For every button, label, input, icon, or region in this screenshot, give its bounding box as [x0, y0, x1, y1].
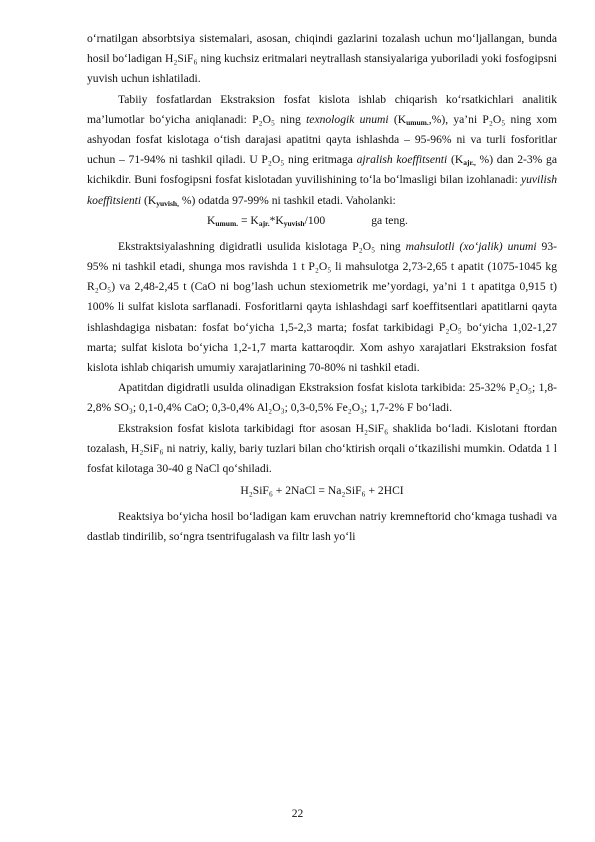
- text-run: %) dan 2-3% ga kichikdir. Buni fosfogipsni fosfat kislotadan yuvilishining to‘la bo‘lmasligi bilan izohlanadi:: [87, 153, 557, 187]
- paragraph-3: [87, 237, 557, 378]
- formula-unit: ga teng.: [371, 213, 408, 227]
- formula-div: /100: [304, 213, 326, 227]
- paragraph-2: [87, 90, 557, 211]
- term-yuvilish-koeffitsienti: yuvilish koeffitsienti: [87, 173, 557, 207]
- subscript-ajr: ajr.,: [463, 158, 476, 168]
- paragraph-4: Apatitdan digidratli usulda olinadigan Ekstraksion fosfat kislota tarkibida: 25-32% P₂O₅; 1,8-2,8% SO₃; 0,1-0,4% CaO; 0,3-0,4% Al₂O₃; 0,3-0,5% Fe₂O₃; 1,7-2% F bo‘ladi.: [87, 381, 557, 415]
- formula-mult: *K: [269, 213, 284, 227]
- paragraph-1: o‘rnatilgan absorbtsiya sistemalari, asosan, chiqindi gazlarini tozalash uchun mo‘ljallangan, bunda hosil bo‘ladigan H₂SiF₆ ning kuchsiz eritmalari neytrallash stansiyalariga yuboriladi yoki fosfogipsni yuvish uchun ishlatiladi.: [87, 32, 557, 86]
- formula-k: K: [207, 213, 216, 227]
- page-number: 22: [291, 807, 304, 820]
- formula-eq: = K: [238, 213, 259, 227]
- text-run: (K: [447, 153, 464, 167]
- formula-sub-ajr: ajr.: [258, 218, 270, 228]
- text-run: (K: [388, 112, 407, 126]
- text-run: Ekstraktsiyalashning digidratli usulida kislotaga P₂O₅ ning: [118, 239, 406, 253]
- formula-reaction: H₂SiF₆ + 2NaCl = Na₂SiF₆ + 2HCI: [240, 484, 404, 498]
- subscript-yuvish: yuvish,: [156, 198, 179, 208]
- body-text: [87, 29, 557, 548]
- paragraph-6: Reaktsiya bo‘yicha hosil bo‘ladigan kam eruvchan natriy kremneftorid cho‘kmaga tushadi va dastlab tindirilib, so‘ngra tsentrifugalash va filtr lash yo‘li: [87, 510, 557, 544]
- term-ajralish-koeffitsenti: ajralish koeffitsenti: [356, 153, 448, 167]
- paragraph-5: Ekstraksion fosfat kislota tarkibidagi ftor asosan H₂SiF₆ shaklida bo‘ladi. Kislotani ftordan tozalash, H₂SiF₆ ni natriy, kaliy, bariy tuzlari bilan cho‘ktirish orqali o‘tkazilishi mumkin. Odatda 1 l fosfat kilotaga 30-40 g NaCl qo‘shiladi.: [87, 421, 557, 476]
- term-mahsulotli-unumi: mahsulotli (xo‘jalik) unumi: [405, 239, 537, 253]
- formula-coefficient: [87, 211, 557, 237]
- text-run: (K: [141, 193, 157, 207]
- subscript-umum: umum.: [406, 117, 429, 127]
- text-run: 93-95% ni tashkil etadi, shunga mos ravishda 1 t P₂O₅ li mahsulotga 2,73-2,65 t apatit (1075-1045 kg R₂O₅) va 2,48-2,45 t (CaO ni bog’lash uchun stexiometrik me’yordagi, ya’ni 1 t apatitga 0,915 t) 100% li sulfat kislota sarflanadi. Fosforitlarni qayta ishlashdagi sarf koeffitsentlari apatitlarni qayta ishlashdagiga nisbatan: fosfat bo‘yicha 1,5-2,3 marta; fosfat tarkibidagi P₂O₅ bo‘yicha 1,02-1,27 marta; sulfat kislota bo‘yicha 1,2-1,7 marta kattaroqdir. Xom ashyo xarajatlari Ekstraksion fosfat kislota ishlab chiqarish umumiy xarajatlarining 70-80% ni tashkil etadi.: [87, 239, 558, 375]
- formula-sub-yuvish: yuvish: [283, 218, 305, 228]
- formula-sub-umum: umum.: [215, 218, 239, 228]
- term-texnologik-unumi: texnologik unumi: [306, 112, 389, 126]
- text-run: %) odatda 97-99% ni tashkil etadi. Vaholanki:: [178, 193, 396, 207]
- text-run: Tabiiy fosfatlardan Ekstraksion fosfat kislota ishlab chiqarish ko‘rsatkichlari analitik ma’lumotlar bo‘yicha aniqlanadi: P₂O₅ ning: [87, 92, 557, 126]
- text-run: ,%), ya’ni P₂O₅ ning xom ashyodan fosfat kislotaga o‘tish darajasi apatitni qayta ishlashda – 95-96% ni va turli fosforitlar uchun – 71-94% ni tashkil qiladi. U P₂O₅ ning eritmaga: [87, 112, 558, 167]
